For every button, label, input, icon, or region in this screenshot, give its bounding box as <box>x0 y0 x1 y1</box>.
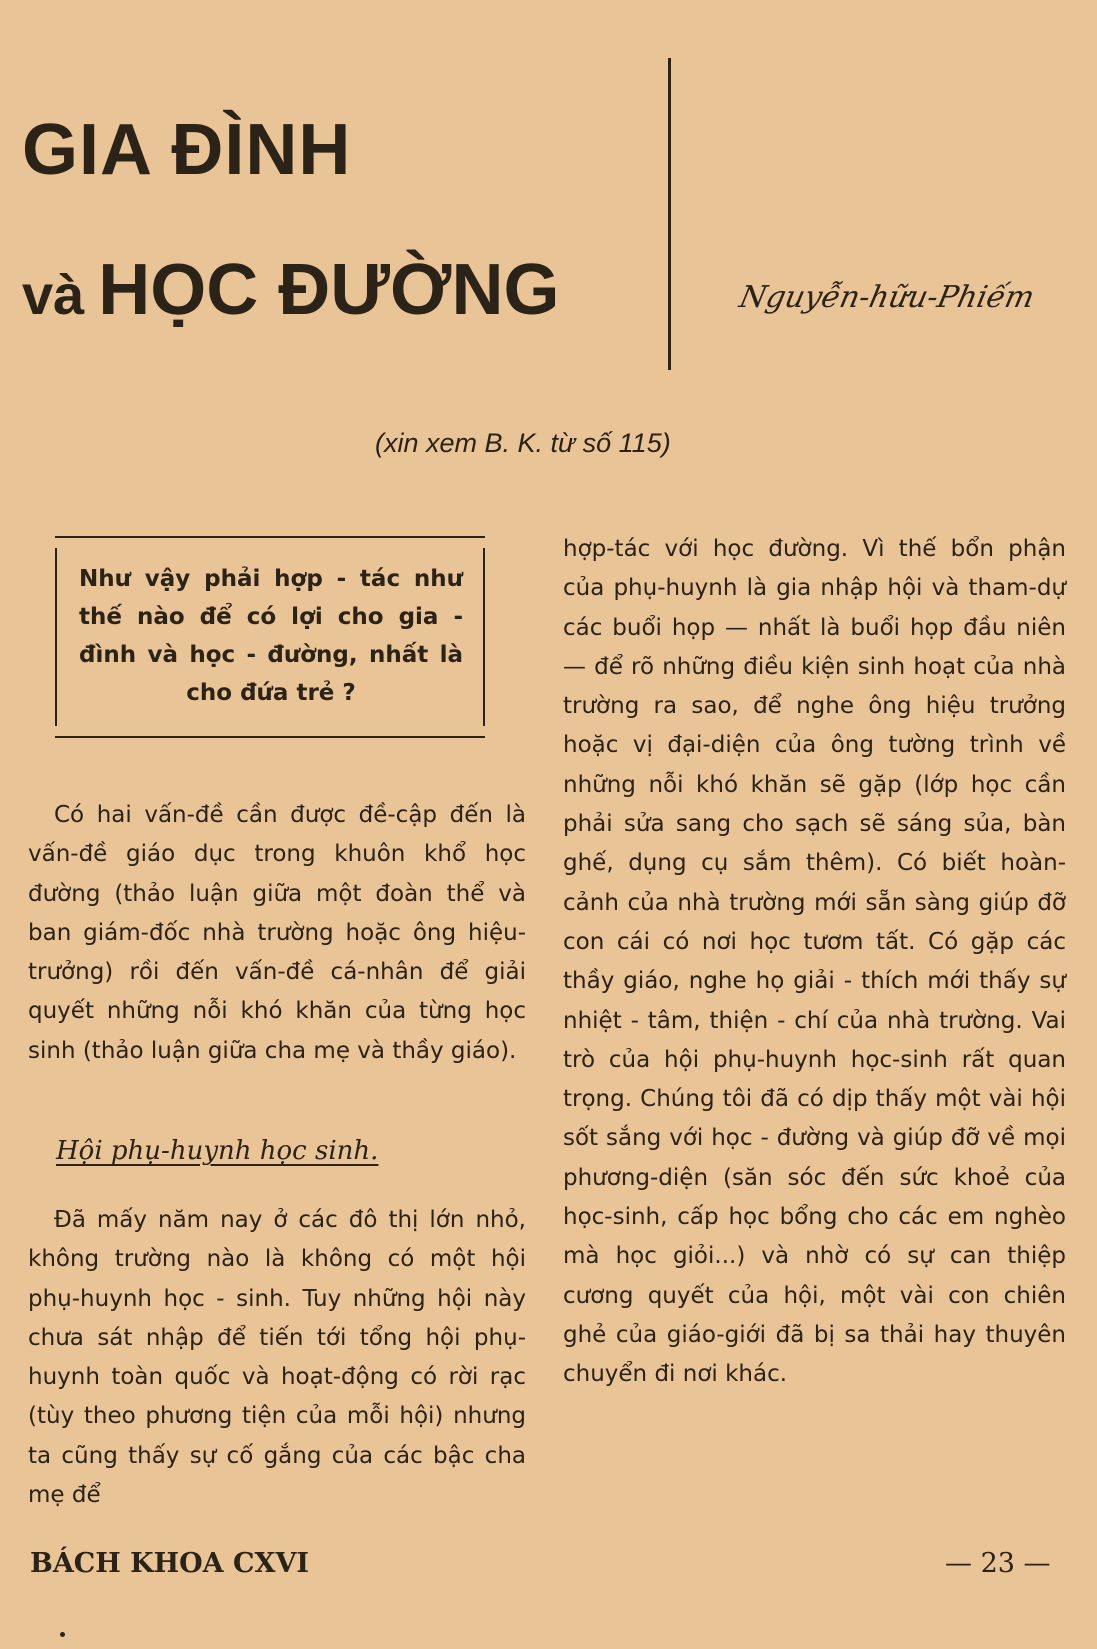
series-reference: (xin xem B. K. từ số 115) <box>375 428 671 458</box>
title-line-1: GIA ĐÌNH <box>22 110 352 190</box>
section-subheading: Hội phụ-huynh học sinh. <box>56 1136 379 1166</box>
right-column-paragraph: hợp-tác với học đường. Vì thế bổn phận của phụ-huynh là gia nhập hội và tham-dự các buổi họp — nhất là buổi họp đầu niên — để rõ những điều kiện sinh hoạt của nhà trường ra sao, để nghe ông hiệu trưởng hoặc vị đại-diện của ông tường trình về những nỗi khó khăn sẽ gặp (lớp học cần phải sửa sang cho sạch sẽ sáng sủa, bàn ghế, dụng cụ sắm thêm). Có biết hoàn-cảnh của nhà trường mới sẵn sàng giúp đỡ con cái có nơi học tươm tất. Có gặp các thầy giáo, nghe họ giải - thích mới thấy sự nhiệt - tâm, thiện - chí của nhà trường. Vai trò của hội phụ-huynh học-sinh rất quan trọng. Chúng tôi đã có dịp thấy một vài hội sốt sắng với học - đường và giúp đỡ về mọi phương-diện (săn sóc đến sức khoẻ của học-sinh, cấp học bổng cho các em nghèo mà học giỏi...) và nhờ có sự can thiệp cương quyết của hội, một vài con chiên ghẻ của giáo-giới đã bị sa thải hay thuyên chuyển đi nơi khác. <box>563 536 1066 1388</box>
magazine-footer: BÁCH KHOA CXVI <box>30 1548 310 1579</box>
left-paragraph-2: Đã mấy năm nay ở các đô thị lớn nhỏ, không trường nào là không có một hội phụ-huynh học - sinh. Tuy những hội này chưa sát nhập để tiến tới tổng hội phụ-huynh toàn quốc và hoạt-động có rời rạc (tùy theo phương tiện của mỗi hội) nhưng ta cũng thấy sự cố gắng của các bậc cha mẹ để <box>28 1207 526 1509</box>
boxed-question: Như vậy phải hợp - tác như thế nào để có lợi cho gia - đình và học - đường, nhất là cho đứa trẻ ? <box>55 548 485 726</box>
print-speck <box>60 1632 65 1637</box>
page-number: — 23 — <box>945 1548 1051 1579</box>
title-conjunction: và <box>22 263 85 326</box>
left-paragraph-1: Có hai vấn-đề cần được đề-cập đến là vấn-đề giáo dục trong khuôn khổ học đường (thảo luận giữa một đoàn thể và ban giám-đốc nhà trường hoặc ông hiệu-trưởng) rồi đến vấn-đề cá-nhân để giải quyết những nỗi khó khăn của từng học sinh (thảo luận giữa cha mẹ và thầy giáo). <box>28 802 526 1064</box>
title-main: HỌC ĐƯỜNG <box>98 250 560 330</box>
author-signature: Nguyễn-hữu-Phiếm <box>736 280 1038 315</box>
title-divider <box>668 58 671 370</box>
title-line-2 <box>22 250 559 335</box>
question-box <box>55 536 485 738</box>
